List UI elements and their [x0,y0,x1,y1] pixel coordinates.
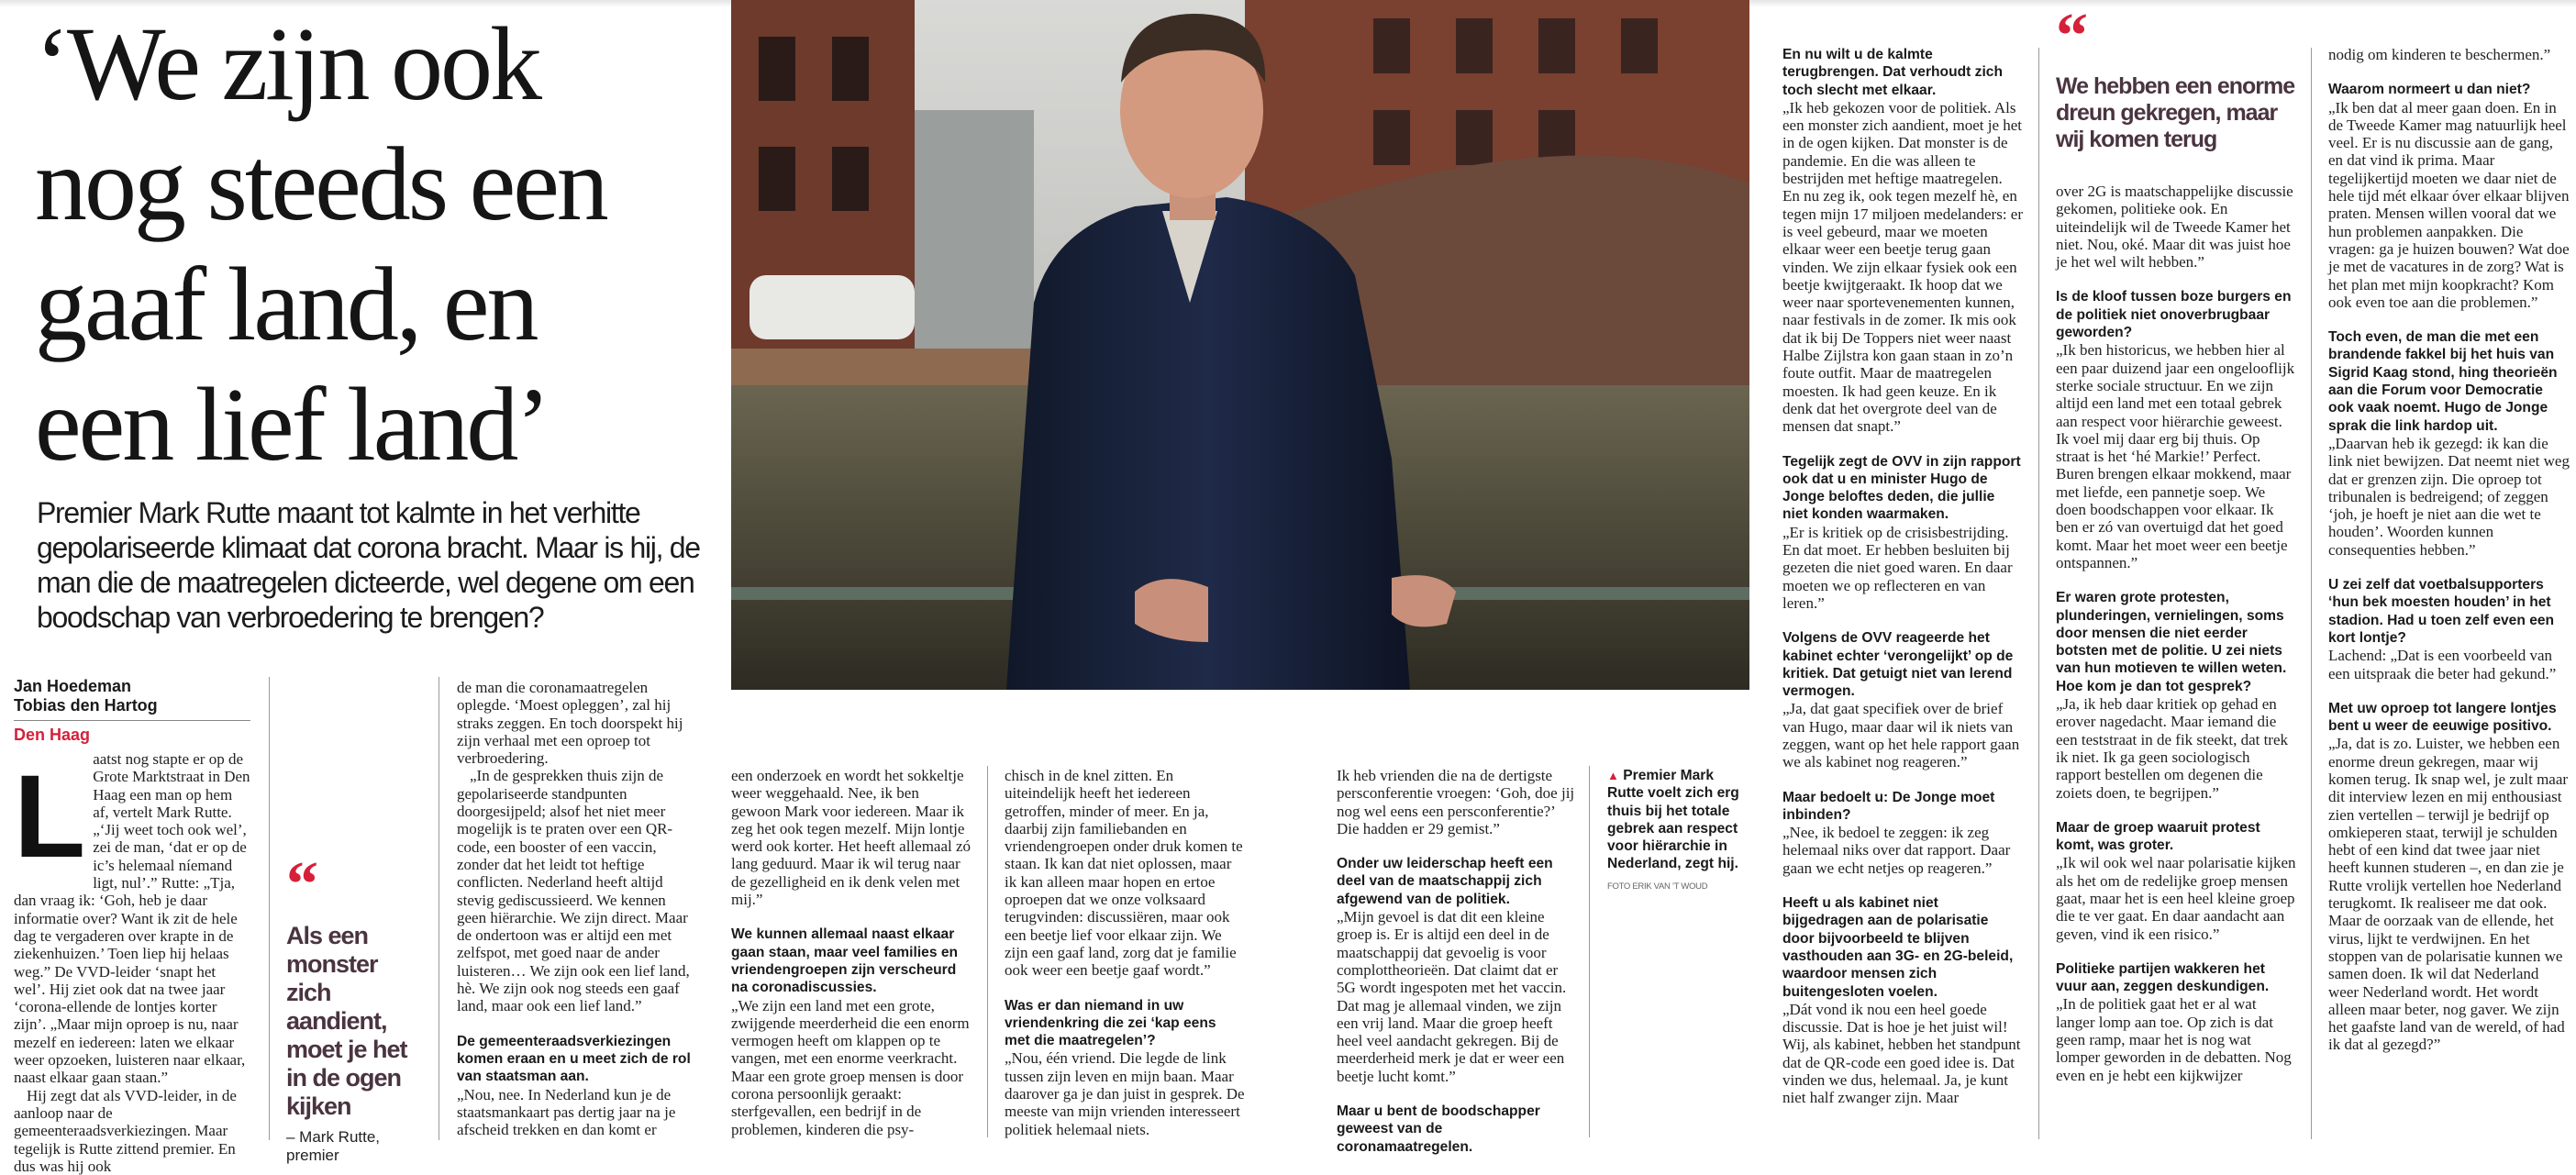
article-paragraph: „Mijn gevoel is dat dit een kleine groep is. Er is altijd een deel in de maatschappij dat gevoelig is voor complottheorieën. Dat claimt dat er 5G wordt ingespoten met het vaccin. Dat mag je allemaal vinden, we zijn een vrij land. Maar die groep heeft heel veel aandacht gekregen. Bij de meerderheid merk je dat er weer een beetje lucht komt.” [1337,908,1567,1085]
photo-illustration [731,0,1749,690]
quote-mark-icon: “ [2056,1,2084,72]
interview-question: Met uw oproep tot langere lontjes bent u weer de eeuwige positivo. [2328,700,2557,735]
pull-quote-attribution: – Mark Rutte, premier [286,1128,381,1164]
article-paragraph: „Daarvan heb ik gezegd: ik kan die link niet bewijzen. Dat neemt niet weg dat er grenzen zijn. Die oproep tot tribunalen is bedreigend; of zeggen ‘joh, je hoeft je niet aan die wet te houden’. Woorden kunnen consequenties hebben.” [2328,434,2570,559]
column-divider [987,766,988,1137]
article-paragraph: chisch in de knel zitten. En uiteindelijk heeft het iedereen getroffen, minder of meer. En ja, daarbij zijn familiebanden en vriendengroepen onder druk komen te staan. Ik kan dat niet oplossen, maar ik kan alleen maar hopen en ertoe oproepen dat we onze volksaard terugvinden: discussiëren, maar ook een beetje lief voor elkaar zijn. We zijn een gaaf land, zorg dat je familie ook weer een beetje gaaf wordt.” [1005,767,1243,980]
article-paragraph: over 2G is maatschappelijke discussie gekomen, politieke ook. En uiteindelijk wil de Tweede Kamer het niet. Nou, oké. Maar dit was juist hoe je het wel wilt hebben.” [2056,183,2293,272]
byline-rule [14,720,250,721]
interview-question: Er waren grote protesten, plunderingen, vernielingen, soms door mensen die niet eerder botsten met de politie. U zei niets van hun motieven te willen weten. Hoe kom je dan tot gesprek? [2056,590,2287,694]
article-paragraph: „Ja, dat is zo. Luister, we hebben een enorme dreun gekregen, maar wij komen terug. Ik snap wel, je zult maar dit interview lezen en mij enthousiast zien vertellen – terwijl je bedrijf op omkieperen staat, terwijl je schulden hebt of een kind dat twee jaar niet heeft kunnen studeren –, en dan zie je Rutte vrolijk vertellen hoe Nederland terugkomt. Ik realiseer me dat ook. Maar de oorzaak van de ellende, het virus, lijkt te verdwijnen. En het stoppen van de polarisatie kunnen we samen doen. Ik wil dat Nederland weer Nederland wordt. Het wordt alleen maar beter, nog gaver. We zijn het gaafste land van de wereld, of had ik dat al gezegd?” [2328,735,2569,1054]
interview-question: We kunnen allemaal naast elkaar gaan staan, maar veel families en vriendengroepen zijn verscheurd na coronadiscussies. [731,926,959,996]
article-paragraph: „Dát vond ik nou een heel goede discussie. Dat is hoe je het juist wil! Wij, als kabinet, hebben het standpunt dat de QR-code een goed idee is. Dat vinden we dus, helemaal. Ja, je kunt niet half zwanger zijn. Maar [1782,1000,2021,1107]
article-paragraph: „Ja, ik heb daar kritiek op gehad en erover nagedacht. Maar iemand die een teststraat in de fik steekt, dat trek ik niet. Ik ga geen sociologisch rapport bestellen om degenen die zoiets doen, te begrijpen.” [2056,695,2289,802]
interview-question: U zei zelf dat voetbalsupporters ‘hun bek moesten houden’ in het stadion. Had u toen zelf even een kort lontje? [2328,577,2555,646]
article-paragraph: „In de politiek gaat het er al wat langer lomp aan toe. Op zich is dat geen ramp, maar het is nog wat lomper geworden in de debatten. Nog even en je hebt een kijkwijzer [2056,995,2292,1084]
interview-question: Volgens de OVV reageerde het kabinet echter ‘verongelijkt’ op de kritiek. Dat getuigt niet van lerend vermogen. [1782,630,2014,700]
interview-question: De gemeenteraadsverkiezingen komen eraan en u meet zich de rol van staatsman aan. [457,1033,691,1085]
article-paragraph: „Ik ben historicus, we hebben hier al een paar duizend jaar een ongelooflijk sterke sociale structuur. En we zijn altijd een land met een totaal gebrek aan respect voor hiërarchie geweest. Ik voel mij daar erg bij thuis. Op straat is het ‘hé Markie!’ Perfect. Buren brengen elkaar mokkend, maar met liefde, een pannetje soep. We doen boodschappen voor elkaar. Ik ben er zó van overtuigd dat het goed komt. Maar het moet weer een beetje ontspannen.” [2056,341,2295,571]
article-column-1 [14,677,250,1175]
article-paragraph: „Ik ben dat al meer gaan doen. En in de Tweede Kamer mag natuurlijk heel veel. Er is nu discussie aan de gang, en dat vind ik prima. Maar tegelijkertijd moeten we daar niet de hele tijd mét elkaar óver elkaar blijven praten. Mensen willen vooral dat we hun problemen aanpakken. Die vragen: ga je huizen bouwen? Wat doe je met de vacatures in de zorg? Wat is het plan met mijn koopkracht? Kom ook even toe aan die problemen.” [2328,98,2570,311]
article-paragraph: „Nou, één vriend. Die legde de link tussen zijn leven en mijn baan. Maar daarover ga je dan juist in gesprek. De meeste van mijn vrienden interesseert politiek helemaal niets. [1005,1049,1245,1138]
column-divider [2311,48,2312,1139]
quote-mark-icon: “ [286,849,315,920]
headline-line: gaaf land, en [35,246,537,362]
article-column-4 [731,767,972,1156]
interview-question: Onder uw leiderschap heeft een deel van de maatschappij zich afgewend van de politiek. [1337,856,1553,907]
article-paragraph: nodig om kinderen te beschermen.” [2328,46,2551,63]
column-divider [1589,766,1590,1137]
headline-line: een lief land’ [35,366,549,482]
pull-quote-text: We hebben een enorme dreun gekregen, maar wij komen terug [2056,73,2295,152]
article-paragraph: „In de gesprekken thuis zijn de gepolariseerde standpunten doorgesijpeld; alsof het niet meer mogelijk is te praten over een QR-code, een booster of een vaccin, zonder dat het leidt tot heftige conflicten. Nederland heeft altijd stevig gediscussieerd. We kennen geen hiërarchie. We zijn direct. Maar de ondertoon was er altijd een met zelfspot, met goed naar de ander luisteren… We zijn ook een lief land, hè. We zijn ook nog steeds een gaaf land, maar ook een lief land.” [457,767,690,1015]
author-name: Jan Hoedeman [14,677,132,695]
interview-question: Is de kloof tussen boze burgers en de politiek niet onoverbrugbaar geworden? [2056,289,2292,341]
article-paragraph: „Ik wil ook wel naar polarisatie kijken als het om de redelijke groep mensen gaat, maar het is een heel kleine groep die te ver gaat. En daar aandacht aan geven, vind ik een risico.” [2056,854,2296,943]
subtitle-intro: Premier Mark Rutte maant tot kalmte in het verhitte gepolariseerde klimaat dat corona bracht. Maar is hij, de man die de maatregelen dicteerde, wel degene om een boodschap van verbroedering te brengen? [37,496,700,634]
article-column-6 [1337,767,1577,1156]
author-name: Tobias den Hartog [14,696,158,715]
article-paragraph: Lachend: „Dat is een voorbeeld van een uitspraak die beter had gekund.” [2328,647,2557,682]
article-paragraph: een onderzoek en wordt het sokkeltje weer weggehaald. Nee, ik ben gewoon Mark voor iedereen. Maar ik zeg het ook tegen mezelf. Mijn lontje werd ook korter. Het heeft allemaal zó lang geduurd. Maar ik wil terug naar de gezelligheid en ik denk velen met mij.” [731,767,972,909]
article-paragraph: de man die coronamaatregelen oplegde. ‘Moest opleggen’, zal hij straks zeggen. En toch doorspekt hij zijn verhaal met een oproep tot verbroedering. [457,679,683,768]
pull-quote-text: Als een monster zich aandient, moet je het in de ogen kijken [286,922,407,1120]
article-column-5 [1005,767,1245,1156]
interview-question: Waarom normeert u dan niet? [2328,82,2531,98]
article-paragraph: „We zijn een land met een grote, zwijgende meerderheid die een enorm vermogen heeft om klappen op te vangen, met een enorme veerkracht. Maar een grote groep mensen is door corona persoonlijk geraakt: sterfgevallen, een bedrijf in de problemen, kinderen die psy- [731,996,970,1138]
article-column-3 [457,679,697,1156]
interview-question: En nu wilt u de kalmte terugbrengen. Dat verhoudt zich toch slecht met elkaar. [1782,47,2003,98]
interview-question: Toch even, de man die met een brandende fakkel bij het huis van Sigrid Kaag stond, hing theorieën aan die Forum voor Democratie ook vaak noemt. Hugo de Jonge sprak die link hardop uit. [2328,329,2558,434]
triangle-up-icon: ▲ [1607,769,1619,782]
article-column-b [2056,0,2296,1156]
article-paragraph: „Nou, nee. In Nederland kun je de staatsmankaart pas dertig jaar na je afscheid trekken en dan komt er [457,1085,676,1139]
headline-line: nog steeds een [35,126,606,242]
column-divider [2038,48,2039,1139]
article-paragraph: „Ja, dat gaat specifiek over de brief van Hugo, maar daar wil ik niets van zeggen, want op het hele rapport gaan we als kabinet nog reageren.” [1782,700,2020,771]
article-paragraph: aatst nog stapte er op de Grote Marktstraat in Den Haag een man op hem af, vertelt Mark Rutte. „‘Jij weet toch ook wel’, zei de man, ‘dat er op de ic’s helemaal níemand ligt, nul’.” Rutte: „Tja, dan vraag ik: ‘Goh, heb je daar informatie over? Want ik zit de hele dag te vergaderen over krapte in de ziekenhuizen.’ Toen liep hij helaas weg.” De VVD-leider ‘snapt het wel’. Hij ziet ook dat na twee jaar ‘corona-ellende de lontjes korter zijn’. „Maar mijn oproep is nu, naar mezelf en iedereen: laten we elkaar weer opzoeken, luisteren naar elkaar, naast elkaar gaan staan.” [14,750,250,1087]
interview-question: Heeft u als kabinet niet bijgedragen aan de polarisatie door bijvoorbeeld te blijven vasthouden aan 3G- en 2G-beleid, waardoor mensen zich buitengesloten voelen. [1782,895,2014,1000]
photo-credit: FOTO ERIK VAN ’T WOUD [1607,881,1708,892]
interview-question: Maar de groep waaruit protest komt, was groter. [2056,819,2260,854]
article-column-a [1782,46,2023,1156]
photo-caption [1607,767,1747,950]
article-column-c [2328,46,2570,1156]
article-paragraph: „Ik heb gekozen voor de politiek. Als een monster zich aandient, moet je het in de ogen kijken. Dat monster is de pandemie. En die was alleen te bestrijden met heftige maatregelen. En nu zeg ik, ook tegen mezelf hè, en tegen mijn 17 miljoen medelanders: er is veel gebeurd, maar we moeten elkaar weer een beetje terug gaan vinden. We zijn elkaar fysiek ook een beetje kwijtgeraakt. Ik hoop dat we weer naar sportevenementen kunnen, naar festivals in de zomer. Ik mis ook dat ik bij De Toppers niet weer naast Halbe Zijlstra kon gaan staan in zo’n foute outfit. Maar de maatregelen moesten. Ik had geen keuze. En ik denk dat het overgrote deel van de mensen dat snapt.” [1782,98,2024,436]
interview-question: Tegelijk zegt de OVV in zijn rapport ook dat u en minister Hugo de Jonge beloftes deden, die jullie niet konden waarmaken. [1782,453,2021,523]
dateline-location: Den Haag [14,726,91,744]
photo-mark-rutte [731,0,1749,690]
drop-cap: L [14,751,86,882]
article-paragraph: „Er is kritiek op de crisisbestrijding. En dat moet. Er hebben besluiten bij gezeten die niet goed waren. En daar moeten we op reflecteren en van leren.” [1782,523,2013,612]
interview-question: Maar u bent de boodschapper geweest van de coronamaatregelen. [1337,1103,1540,1155]
caption-body: Premier Mark Rutte voelt zich erg thuis bij het totale gebrek aan respect voor hiërarchie in Nederland, zegt hij. [1607,768,1739,872]
article-paragraph: Ik heb vrienden die na de dertigste persconferentie vroegen: ‘Goh, doe jij nog wel eens een persconferentie?’ Die hadden er 29 gemist.” [1337,767,1575,837]
interview-question: Was er dan niemand in uw vriendenkring die zei ‘kap eens met die maatregelen’? [1005,997,1216,1049]
article-paragraph: Hij zegt dat als VVD-leider, in de aanloop naar de gemeenteraadsverkiezingen. Maar tegelijk is Rutte zittend premier. En dus was hij ook [14,1086,237,1175]
article-paragraph: „Nee, ik bedoel te zeggen: ik zeg helemaal niks over dat rapport. Daar gaan we echt netjes op reageren.” [1782,824,2011,877]
headline-line: ‘We zijn ook [35,6,539,122]
interview-question: Maar bedoelt u: De Jonge moet inbinden? [1782,789,1995,823]
column-divider [269,677,270,1140]
caption-text [1607,767,1747,873]
interview-question: Politieke partijen wakkeren het vuur aan, zeggen deskundigen. [2056,960,2270,995]
pull-quote [286,848,424,1164]
headline [35,4,732,484]
